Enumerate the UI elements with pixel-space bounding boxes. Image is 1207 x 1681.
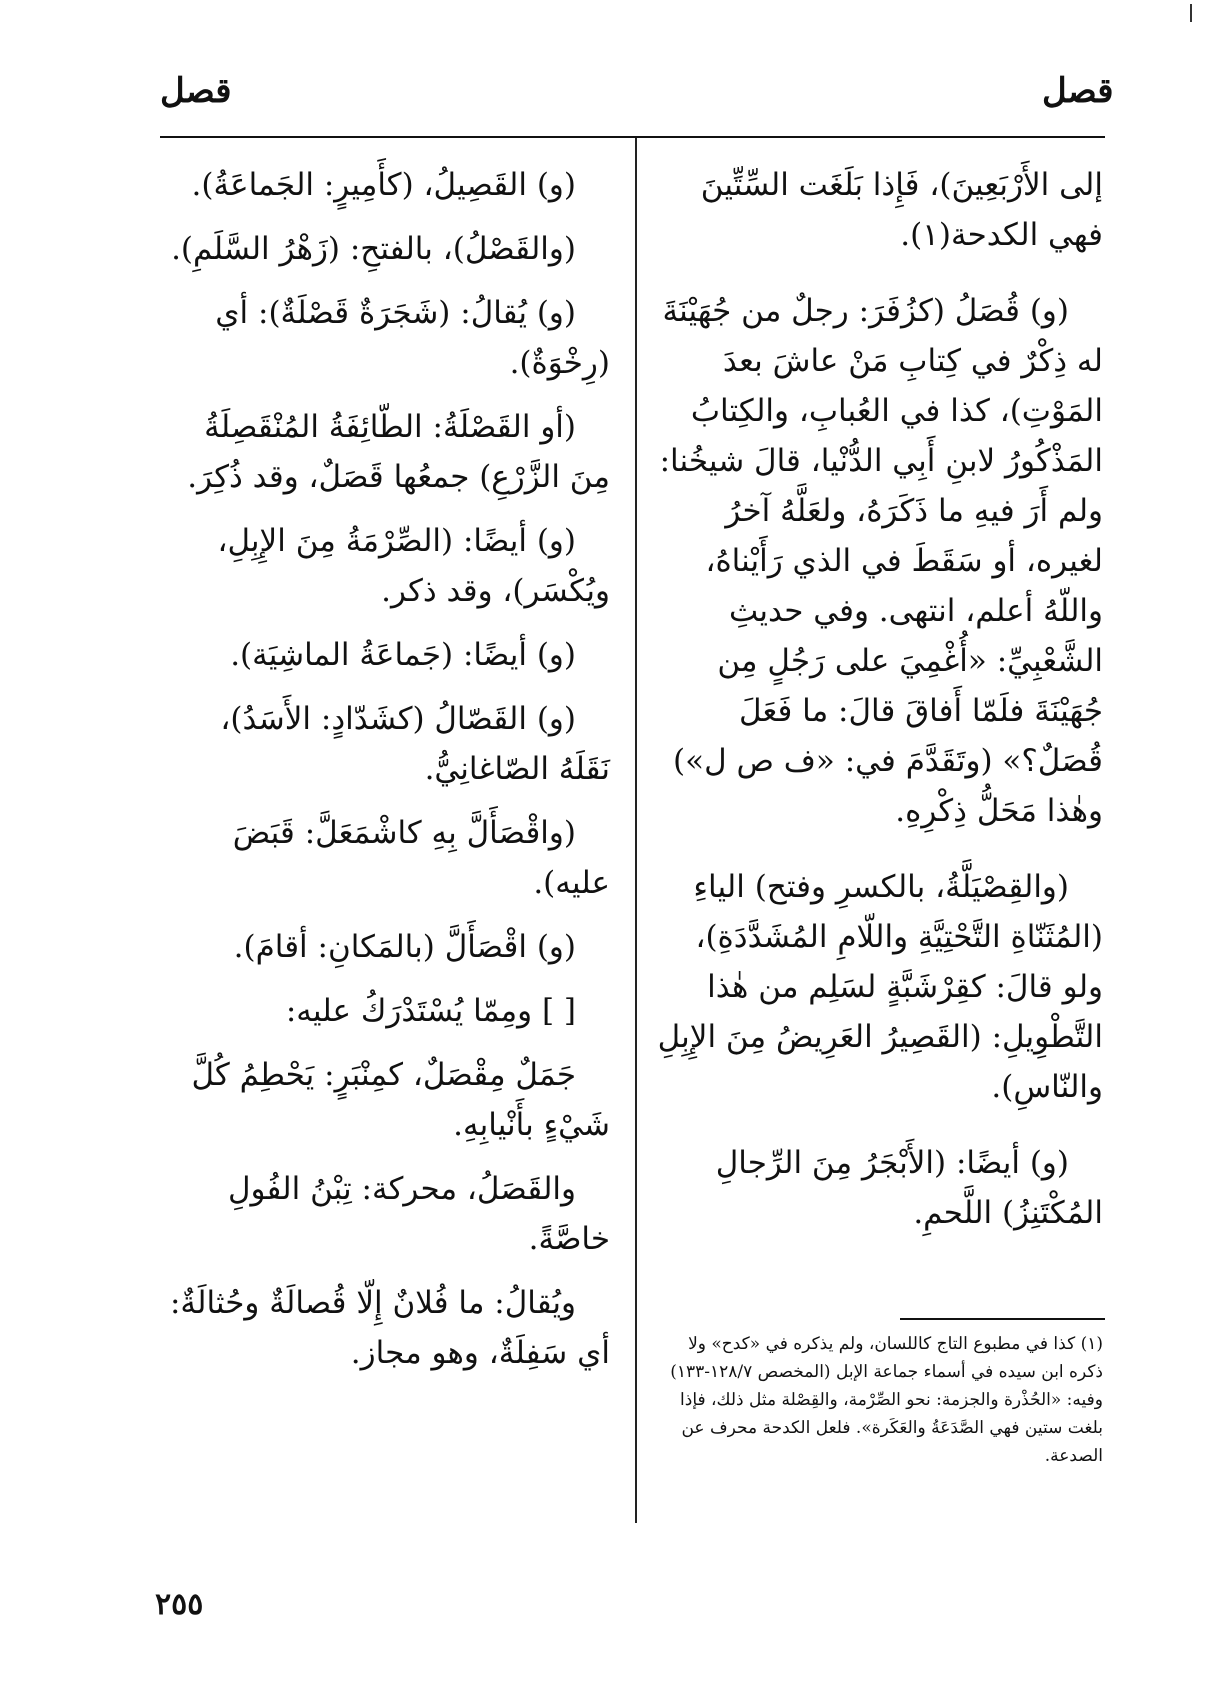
footnote-rule bbox=[900, 1318, 1105, 1320]
entry-paragraph: (و) أيضًا: (جَماعَةُ الماشِيَة). bbox=[230, 637, 576, 673]
entry-paragraph: (والقَصْلُ)، بالفتحِ: (زَهْرُ السَّلَمِ). bbox=[171, 231, 576, 267]
entry-paragraph: والقَصَلُ، محركة: تِبْنُ الفُولِ خاصَّةً. bbox=[227, 1171, 610, 1257]
entry-paragraph: (والقِصْيَلَّةُ، بالكسرِ وفتح) الياءِ (المُثَنّاةِ التَّحْتِيَّةِ واللّامِ المُشَدَّدَةِ)، ولو قالَ: كقِرْشَبَّةٍ لسَلِم من هٰذا التَّطْوِيلِ: (القَصِيرُ العَرِيضُ مِنَ الإِبِلِ والنّاسِ). bbox=[657, 869, 1103, 1105]
entry-paragraph: (و) أيضًا: (الأَبْجَرُ مِنَ الرِّجالِ المُكْتَنِزُ) اللَّحمِ. bbox=[715, 1145, 1103, 1231]
entry-paragraph: (و) أيضًا: (الصِّرْمَةُ مِنَ الإِبِلِ، ويُكْسَر)، وقد ذكر. bbox=[217, 523, 610, 609]
scan-mark bbox=[1190, 4, 1192, 22]
entry-paragraph: (و) القَصِيلُ، (كأَمِيرٍ: الجَماعَةُ). bbox=[191, 167, 576, 203]
entry-paragraph: (و) يُقالُ: (شَجَرَةٌ قَصْلَةٌ): أي (رِخْوَةٌ). bbox=[215, 295, 610, 381]
entry-paragraph: (و) القَصّالُ (كشَدّادٍ: الأَسَدُ)، نَقَلَهُ الصّاغانِيُّ. bbox=[220, 701, 610, 787]
entry-paragraph: (أو القَصْلَةُ: الطّائِفَةُ المُنْقَصِلَةُ مِنَ الزَّرْعِ) جمعُها قَصَلٌ، وقد ذُكِرَ. bbox=[187, 409, 610, 495]
entry-paragraph: [ ] ومِمّا يُسْتَدْرَكُ عليه: bbox=[285, 993, 576, 1029]
running-header-left: قصل bbox=[160, 71, 232, 111]
entry-paragraph: ويُقالُ: ما فُلانٌ إِلّا قُصالَةٌ وحُثالَةٌ: أي سَفِلَةٌ، وهو مجاز. bbox=[169, 1285, 610, 1371]
entry-paragraph: (واقْصَأَلَّ بِهِ كاشْمَعَلَّ: قَبَضَ عليه). bbox=[232, 815, 610, 901]
right-column bbox=[655, 160, 1103, 1264]
footnote: (١) كذا في مطبوع التاج كاللسان، ولم يذكره في «كدح» ولا ذكره ابن سيده في أسماء جماعة الإبل (المخصص ١٢٨/٧-١٣٣) وفيه: «الحُذْرة والجزمة: نحو الصِّرْمة، والقِصْلة مثل ذلك، فإذا بلغت ستين فهي الصَّدَعَةُ والعَكَرة». فلعل الكدحة محرف عن الصدعة. bbox=[670, 1334, 1103, 1466]
entry-paragraph: جَمَلٌ مِقْصَلٌ، كمِنْبَرٍ: يَحْطِمُ كُلَّ شَيْءٍ بأَنْيابِهِ. bbox=[191, 1057, 610, 1143]
page-number: ٢٥٥ bbox=[155, 1587, 204, 1622]
column-divider bbox=[635, 138, 637, 1523]
entry-paragraph: إلى الأَرْبَعِينَ)، فَإِذا بَلَغَت السِّتِّينَ فهي الكدحة(١). bbox=[700, 167, 1103, 253]
running-header-right: قصل bbox=[1042, 71, 1114, 111]
entry-paragraph: (و) اقْصَأَلَّ (بالمَكانِ: أقامَ). bbox=[233, 929, 576, 965]
entry-paragraph: (و) قُصَلُ (كزُفَرَ: رجلٌ من جُهَيْنَةَ له ذِكْرٌ في كِتابِ مَنْ عاشَ بعدَ المَوْتِ)، كذا في العُبابِ، والكِتابُ المَذْكُورُ لابنِ أَبِي الدُّنْيا، قالَ شيخُنا: ولم أَرَ فيهِ ما ذَكَرَهُ، ولعَلَّهُ آخرُ لغيره، أو سَقَطَ في الذي رَأَيْناهُ، واللّهُ أعلم، انتهى. وفي حديثِ الشَّعْبِيِّ: «أُغْمِيَ على رَجُلٍ مِن جُهَيْنَةَ فلَمّا أَفاقَ قالَ: ما فَعَلَ قُصَلٌ؟» (وتَقَدَّمَ في: «ف ص ل») وهٰذا مَحَلُّ ذِكْرِهِ. bbox=[659, 293, 1103, 829]
left-column bbox=[160, 160, 610, 1392]
header-rule bbox=[160, 136, 1105, 138]
